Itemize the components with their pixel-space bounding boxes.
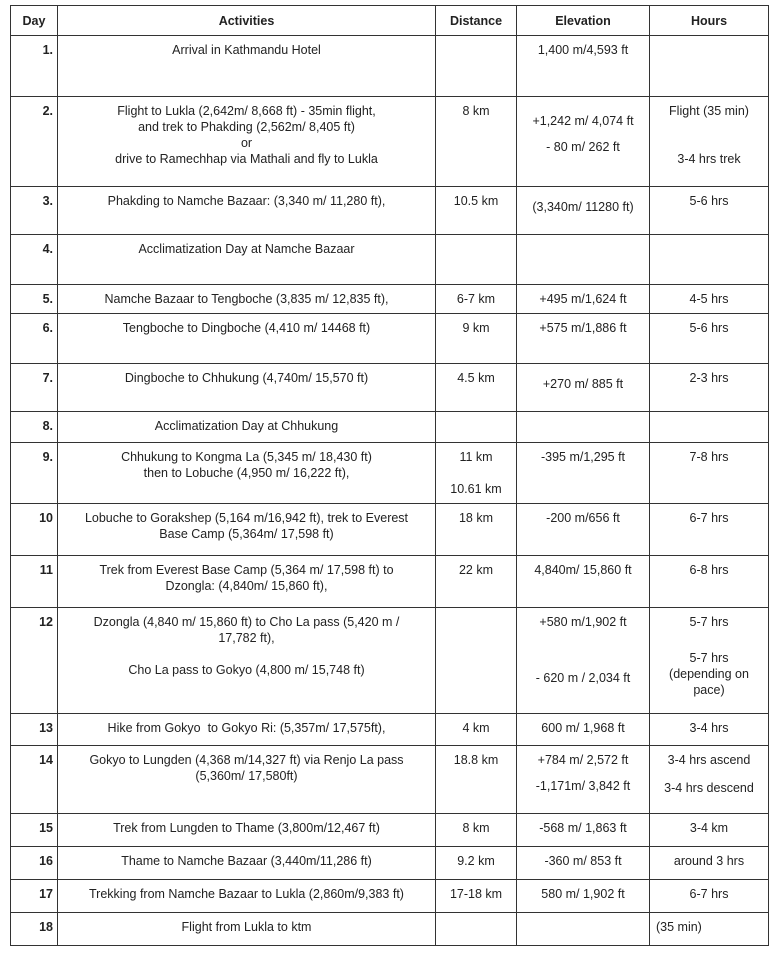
activities-cell: Trek from Lungden to Thame (3,800m/12,467 ft) bbox=[58, 814, 436, 847]
hours-cell bbox=[650, 36, 769, 97]
table-row bbox=[11, 556, 769, 608]
table-row bbox=[11, 412, 769, 443]
activities-cell: Flight from Lukla to ktm bbox=[58, 913, 436, 946]
elevation-cell: +580 m/1,902 ft - 620 m / 2,034 ft bbox=[517, 608, 650, 714]
elevation-cell: +495 m/1,624 ft bbox=[517, 285, 650, 314]
header-day: Day bbox=[11, 6, 58, 36]
hours-cell: 3-4 hrs ascend 3-4 hrs descend bbox=[650, 746, 769, 814]
distance-cell: 18 km bbox=[436, 504, 517, 556]
activities-cell: Dingboche to Chhukung (4,740m/ 15,570 ft) bbox=[58, 364, 436, 412]
distance-cell: 8 km bbox=[436, 97, 517, 187]
day-cell: 16 bbox=[11, 847, 58, 880]
activities-cell: Trek from Everest Base Camp (5,364 m/ 17,598 ft) to Dzongla: (4,840m/ 15,860 ft), bbox=[58, 556, 436, 608]
hours-cell bbox=[650, 235, 769, 285]
distance-cell: 22 km bbox=[436, 556, 517, 608]
distance-cell bbox=[436, 608, 517, 714]
activities-cell: Namche Bazaar to Tengboche (3,835 m/ 12,835 ft), bbox=[58, 285, 436, 314]
table-row bbox=[11, 36, 769, 97]
elevation-cell: +270 m/ 885 ft bbox=[517, 364, 650, 412]
day-cell: 13 bbox=[11, 714, 58, 746]
elevation-cell bbox=[517, 412, 650, 443]
hours-cell: 2-3 hrs bbox=[650, 364, 769, 412]
itinerary-table bbox=[10, 5, 769, 946]
distance-cell bbox=[436, 235, 517, 285]
table-row bbox=[11, 443, 769, 504]
header-distance: Distance bbox=[436, 6, 517, 36]
elevation-cell: 580 m/ 1,902 ft bbox=[517, 880, 650, 913]
elevation-cell: +575 m/1,886 ft bbox=[517, 314, 650, 364]
table-row bbox=[11, 814, 769, 847]
elevation-cell: 4,840m/ 15,860 ft bbox=[517, 556, 650, 608]
day-cell: 18 bbox=[11, 913, 58, 946]
hours-cell: 3-4 hrs bbox=[650, 714, 769, 746]
distance-cell: 4 km bbox=[436, 714, 517, 746]
hours-cell: Flight (35 min) 3-4 hrs trek bbox=[650, 97, 769, 187]
elevation-cell bbox=[517, 235, 650, 285]
day-cell: 6. bbox=[11, 314, 58, 364]
header-activities: Activities bbox=[58, 6, 436, 36]
elevation-cell: (3,340m/ 11280 ft) bbox=[517, 187, 650, 235]
elevation-cell: +784 m/ 2,572 ft -1,171m/ 3,842 ft bbox=[517, 746, 650, 814]
activities-cell: Tengboche to Dingboche (4,410 m/ 14468 ft) bbox=[58, 314, 436, 364]
table-row bbox=[11, 714, 769, 746]
activities-cell: Flight to Lukla (2,642m/ 8,668 ft) - 35min flight, and trek to Phakding (2,562m/ 8,405 ft) or drive to Ramechhap via Mathali and fly to Lukla bbox=[58, 97, 436, 187]
table-row bbox=[11, 314, 769, 364]
hours-cell: 6-7 hrs bbox=[650, 504, 769, 556]
day-cell: 7. bbox=[11, 364, 58, 412]
distance-cell: 8 km bbox=[436, 814, 517, 847]
day-cell: 14 bbox=[11, 746, 58, 814]
hours-cell: 5-6 hrs bbox=[650, 187, 769, 235]
hours-cell: 5-7 hrs 5-7 hrs (depending on pace) bbox=[650, 608, 769, 714]
day-cell: 1. bbox=[11, 36, 58, 97]
hours-cell: around 3 hrs bbox=[650, 847, 769, 880]
elevation-cell: 1,400 m/4,593 ft bbox=[517, 36, 650, 97]
hours-cell: 6-7 hrs bbox=[650, 880, 769, 913]
activities-cell: Arrival in Kathmandu Hotel bbox=[58, 36, 436, 97]
distance-cell: 10.5 km bbox=[436, 187, 517, 235]
distance-cell bbox=[436, 913, 517, 946]
distance-cell: 4.5 km bbox=[436, 364, 517, 412]
distance-cell: 11 km 10.61 km bbox=[436, 443, 517, 504]
distance-cell: 17-18 km bbox=[436, 880, 517, 913]
activities-cell: Lobuche to Gorakshep (5,164 m/16,942 ft), trek to Everest Base Camp (5,364m/ 17,598 ft) bbox=[58, 504, 436, 556]
elevation-cell: +1,242 m/ 4,074 ft - 80 m/ 262 ft bbox=[517, 97, 650, 187]
distance-cell: 18.8 km bbox=[436, 746, 517, 814]
activities-cell: Thame to Namche Bazaar (3,440m/11,286 ft) bbox=[58, 847, 436, 880]
hours-cell: 3-4 km bbox=[650, 814, 769, 847]
activities-cell: Dzongla (4,840 m/ 15,860 ft) to Cho La pass (5,420 m / 17,782 ft), Cho La pass to Gokyo (4,800 m/ 15,748 ft) bbox=[58, 608, 436, 714]
day-cell: 12 bbox=[11, 608, 58, 714]
activities-cell: Gokyo to Lungden (4,368 m/14,327 ft) via Renjo La pass (5,360m/ 17,580ft) bbox=[58, 746, 436, 814]
table-row bbox=[11, 880, 769, 913]
hours-cell bbox=[650, 412, 769, 443]
elevation-cell: -200 m/656 ft bbox=[517, 504, 650, 556]
table-row bbox=[11, 285, 769, 314]
activities-cell: Hike from Gokyo to Gokyo Ri: (5,357m/ 17,575ft), bbox=[58, 714, 436, 746]
itinerary-sheet bbox=[10, 5, 768, 946]
day-cell: 5. bbox=[11, 285, 58, 314]
table-row bbox=[11, 746, 769, 814]
distance-cell bbox=[436, 36, 517, 97]
elevation-cell: -395 m/1,295 ft bbox=[517, 443, 650, 504]
elevation-cell bbox=[517, 913, 650, 946]
day-cell: 11 bbox=[11, 556, 58, 608]
day-cell: 3. bbox=[11, 187, 58, 235]
header-row bbox=[11, 6, 769, 36]
day-cell: 8. bbox=[11, 412, 58, 443]
hours-cell: 5-6 hrs bbox=[650, 314, 769, 364]
distance-cell bbox=[436, 412, 517, 443]
header-hours: Hours bbox=[650, 6, 769, 36]
table-row bbox=[11, 235, 769, 285]
hours-cell: 6-8 hrs bbox=[650, 556, 769, 608]
distance-cell: 6-7 km bbox=[436, 285, 517, 314]
table-row bbox=[11, 364, 769, 412]
day-cell: 4. bbox=[11, 235, 58, 285]
table-row bbox=[11, 608, 769, 714]
day-cell: 9. bbox=[11, 443, 58, 504]
activities-cell: Acclimatization Day at Namche Bazaar bbox=[58, 235, 436, 285]
table-row bbox=[11, 97, 769, 187]
day-cell: 10 bbox=[11, 504, 58, 556]
elevation-cell: 600 m/ 1,968 ft bbox=[517, 714, 650, 746]
activities-cell: Chhukung to Kongma La (5,345 m/ 18,430 ft) then to Lobuche (4,950 m/ 16,222 ft), bbox=[58, 443, 436, 504]
table-row bbox=[11, 187, 769, 235]
distance-cell: 9 km bbox=[436, 314, 517, 364]
table-row bbox=[11, 847, 769, 880]
hours-cell: 4-5 hrs bbox=[650, 285, 769, 314]
day-cell: 15 bbox=[11, 814, 58, 847]
table-row bbox=[11, 504, 769, 556]
table-row bbox=[11, 913, 769, 946]
elevation-cell: -568 m/ 1,863 ft bbox=[517, 814, 650, 847]
activities-cell: Phakding to Namche Bazaar: (3,340 m/ 11,280 ft), bbox=[58, 187, 436, 235]
elevation-cell: -360 m/ 853 ft bbox=[517, 847, 650, 880]
activities-cell: Acclimatization Day at Chhukung bbox=[58, 412, 436, 443]
day-cell: 17 bbox=[11, 880, 58, 913]
hours-cell: (35 min) bbox=[650, 913, 769, 946]
distance-cell: 9.2 km bbox=[436, 847, 517, 880]
hours-cell: 7-8 hrs bbox=[650, 443, 769, 504]
header-elevation: Elevation bbox=[517, 6, 650, 36]
day-cell: 2. bbox=[11, 97, 58, 187]
activities-cell: Trekking from Namche Bazaar to Lukla (2,860m/9,383 ft) bbox=[58, 880, 436, 913]
